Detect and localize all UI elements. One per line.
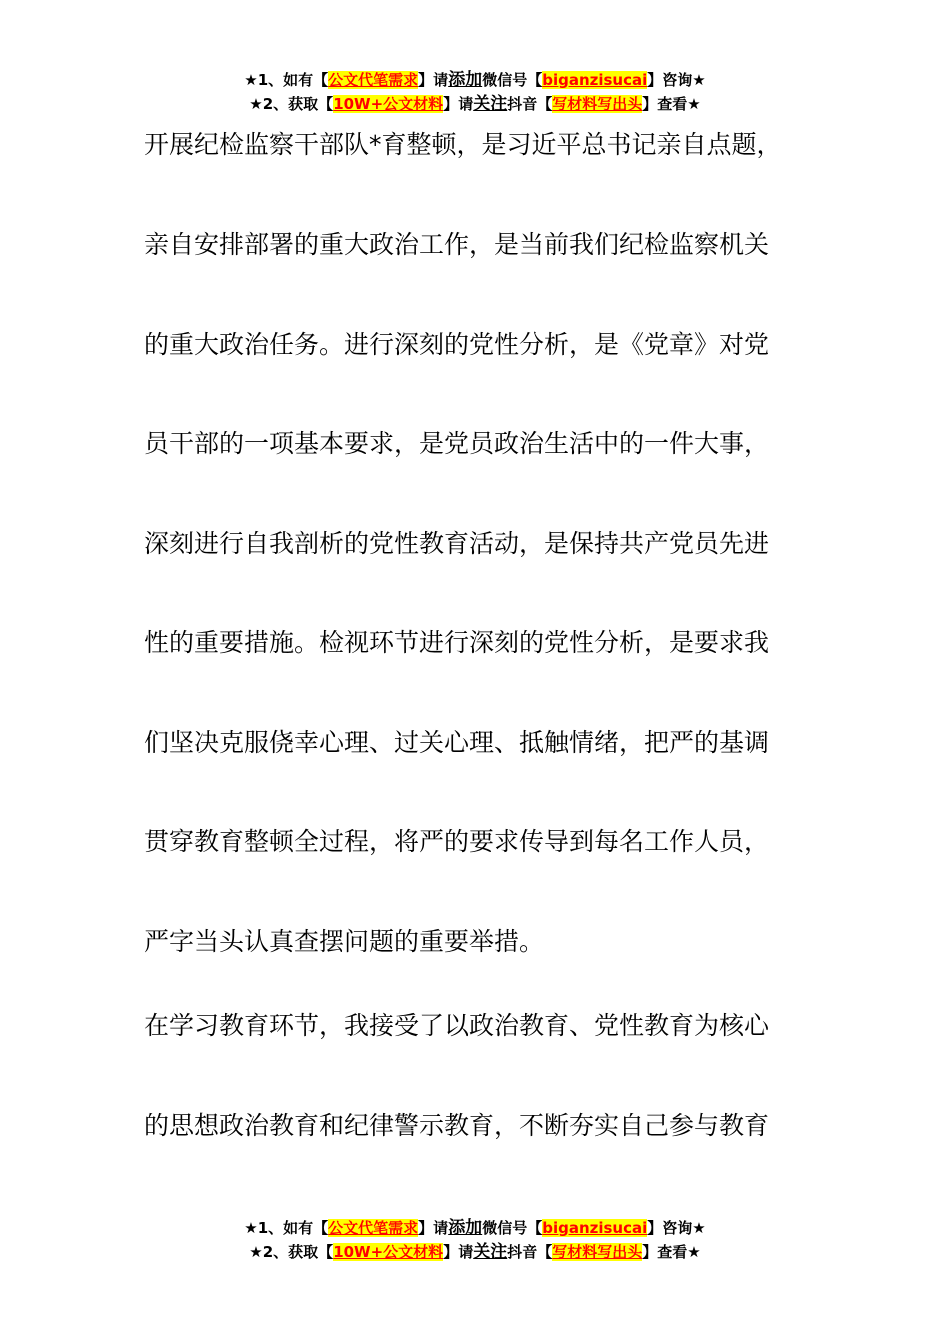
banner-text: 微信号【 [482,71,543,89]
banner-text: 】查看★ [642,95,701,113]
banner-highlight: 10W+公文材料 [333,95,444,113]
text-line: 们坚决克服侥幸心理、过关心理、抵触情绪，把严的基调 [144,728,770,757]
banner-highlight: 写材料写出头 [552,1243,643,1261]
banner-text: ★2、获取【 [249,1243,334,1261]
header-banner [0,68,950,116]
text-line: 深刻进行自我剖析的党性教育活动，是保持共产党员先进 [144,529,770,558]
banner-highlight: biganzisucai [542,71,648,89]
banner-highlight: 公文代笔需求 [328,1219,419,1237]
banner-text: 】请 [418,1219,449,1237]
text-line: 的重大政治任务。进行深刻的党性分析，是《党章》对党 [144,330,770,359]
banner-text: 】咨询★ [647,71,706,89]
banner-text: 】咨询★ [647,1219,706,1237]
banner-highlight: 公文代笔需求 [328,71,419,89]
text-line: 员干部的一项基本要求，是党员政治生活中的一件大事， [144,429,770,458]
banner-highlight: biganzisucai [542,1219,648,1237]
banner-text: ★1、如有【 [244,71,329,89]
banner-emphasis: 添加 [448,70,483,90]
banner-text: 】请 [443,95,474,113]
text-line: 亲自安排部署的重大政治工作，是当前我们纪检监察机关 [144,230,770,259]
banner-text: 】请 [443,1243,474,1261]
text-line: 贯穿教育整顿全过程，将严的要求传导到每名工作人员， [144,827,770,856]
banner-line-2 [0,1240,950,1264]
banner-text: 抖音【 [507,1243,553,1261]
text-line: 的思想政治教育和纪律警示教育，不断夯实自己参与教育 [144,1111,770,1140]
banner-highlight: 10W+公文材料 [333,1243,444,1261]
banner-text: 微信号【 [482,1219,543,1237]
footer-banner [0,1216,950,1264]
banner-text: 】查看★ [642,1243,701,1261]
banner-emphasis: 关注 [473,94,508,114]
text-line: 性的重要措施。检视环节进行深刻的党性分析，是要求我 [144,628,770,657]
text-line: 在学习教育环节，我接受了以政治教育、党性教育为核心 [144,1011,770,1040]
banner-text: 抖音【 [507,95,553,113]
banner-emphasis: 关注 [473,1242,508,1262]
text-line: 严字当头认真查摆问题的重要举措。 [144,927,545,956]
banner-text: ★1、如有【 [244,1219,329,1237]
banner-highlight: 写材料写出头 [552,95,643,113]
banner-emphasis: 添加 [448,1218,483,1238]
banner-line-1 [0,1216,950,1240]
banner-line-2 [0,92,950,116]
banner-text: 】请 [418,71,449,89]
banner-line-1 [0,68,950,92]
banner-text: ★2、获取【 [249,95,334,113]
text-line: 开展纪检监察干部队*育整顿，是习近平总书记亲自点题， [144,130,782,159]
